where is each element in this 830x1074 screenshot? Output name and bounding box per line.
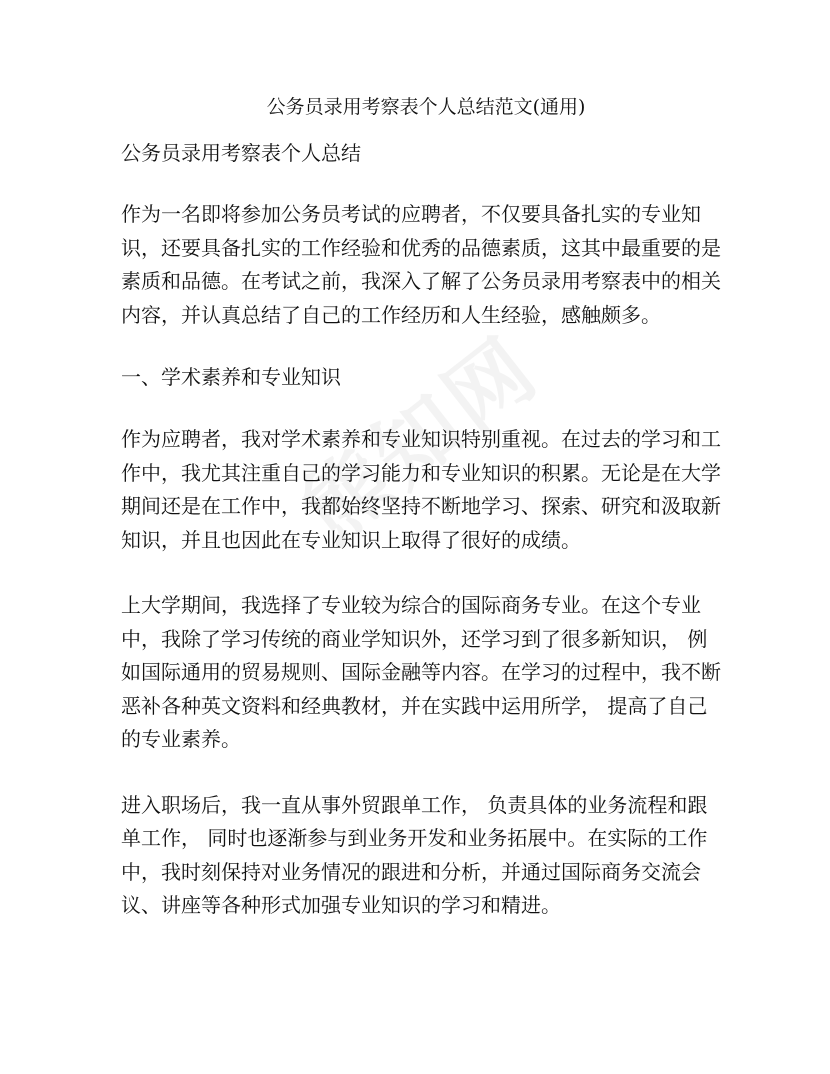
intro-paragraph: 作为一名即将参加公务员考试的应聘者，不仅要具备扎实的专业知识，还要具备扎实的工作经验和优秀的品德素质，这其中最重要的是素质和品德。在考试之前，我深入了解了公务员录用考察表中的相关内容，并认真总结了自己的工作经历和人生经验，感触颇多。 <box>121 202 721 327</box>
section-heading: 一、学术素养和专业知识 <box>121 365 341 389</box>
paragraph-2: 上大学期间，我选择了专业较为综合的国际商务专业。在这个专业中，我除了学习传统的商业学知识外，还学习到了很多新知识， 例如国际通用的贸易规则、国际金融等内容。在学习的过程中，我不断恶补各种英文资料和经典教材，并在实践中运用所学， 提高了自己的专业素养。 <box>121 593 721 751</box>
document-subtitle: 公务员录用考察表个人总结 <box>121 141 361 165</box>
paragraph-1: 作为应聘者，我对学术素养和专业知识特别重视。在过去的学习和工作中，我尤其注重自己的学习能力和专业知识的积累。无论是在大学期间还是在工作中，我都始终坚持不断地学习、探索、研究和汲取新知识，并且也因此在专业知识上取得了很好的成绩。 <box>121 427 721 552</box>
document-title: 公务员录用考察表个人总结范文(通用) <box>266 96 586 118</box>
document-body <box>121 94 721 955</box>
paragraph-3: 进入职场后，我一直从事外贸跟单工作， 负责具体的业务流程和跟单工作， 同时也逐渐参与到业务开发和业务拓展中。在实际的工作中，我时刻保持对业务情况的跟进和分析，并通过国际商务交流会议、讲座等各种形式加强专业知识的学习和精进。 <box>121 792 708 917</box>
